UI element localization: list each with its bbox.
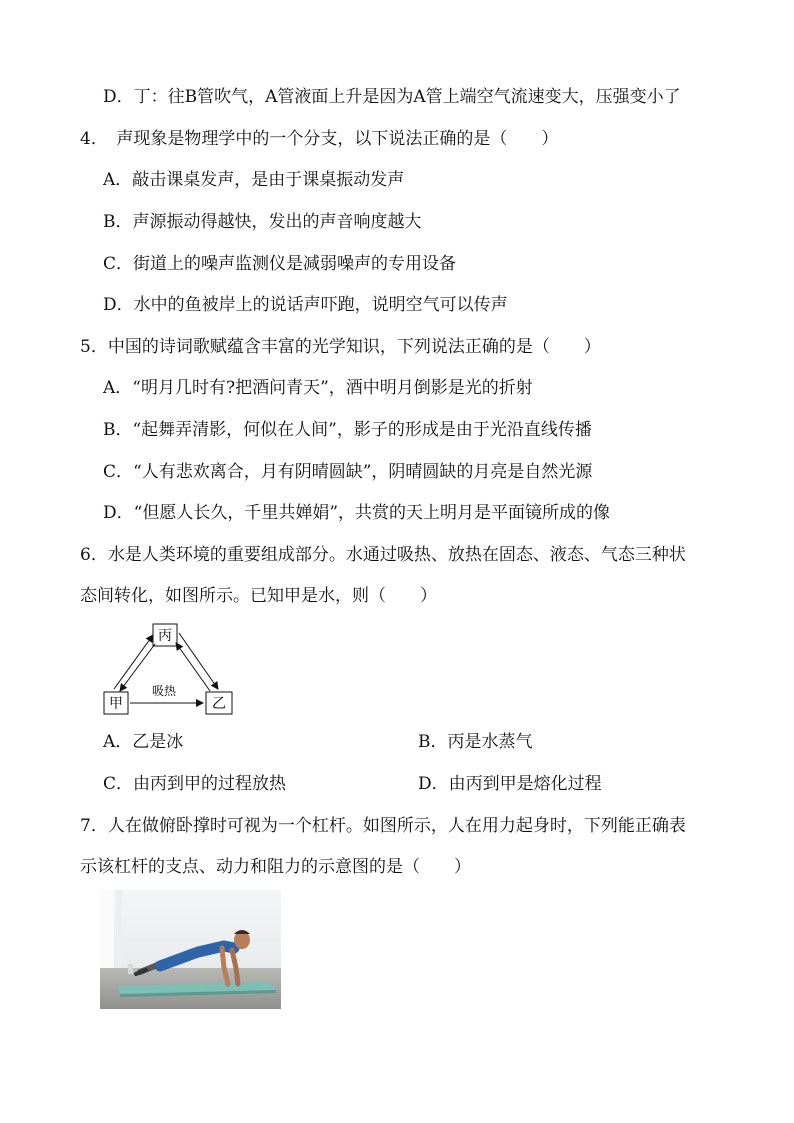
q5-option-c: C．“人有悲欢离合，月有阴晴圆缺”，阴晴圆缺的月亮是自然光源	[103, 462, 593, 482]
q6-option-c: C．由丙到甲的过程放热	[103, 774, 287, 794]
state-label-top: 丙	[158, 628, 172, 644]
q6-stem-line2: 态间转化，如图所示。已知甲是水，则（ ）	[80, 586, 437, 606]
q4-option-b: B．声源振动得越快，发出的声音响度越大	[103, 212, 422, 232]
q5-option-d: D．“但愿人长久，千里共婵娟”，共赏的天上明月是平面镜所成的像	[103, 503, 611, 523]
q6-stem-line1: 6．水是人类环境的重要组成部分。水通过吸热、放热在固态、液态、气态三种状	[80, 545, 686, 565]
q6-option-b: B．丙是水蒸气	[418, 732, 533, 752]
pushup-icon	[100, 890, 281, 1009]
arrow-left-to-top	[114, 635, 153, 689]
q7-stem-line1: 7．人在做俯卧撑时可视为一个杠杆。如图所示，人在用力起身时，下列能正确表	[80, 816, 686, 836]
q6-option-a: A．乙是冰	[103, 732, 184, 752]
arrow-label: 吸热	[151, 684, 177, 698]
person-doing-pushup-photo	[100, 890, 281, 1009]
arrow-top-to-right	[179, 633, 218, 689]
q6-option-d: D．由丙到甲是熔化过程	[418, 774, 602, 794]
q4-stem: 4． 声现象是物理学中的一个分支，以下说法正确的是（ ）	[80, 129, 559, 149]
arrow-right-to-top	[176, 643, 210, 691]
q3-option-d: D．丁：往B管吹气，A管液面上升是因为A管上端空气流速变大，压强变小了	[103, 87, 681, 107]
q4-option-c: C．街道上的噪声监测仪是减弱噪声的专用设备	[103, 254, 457, 274]
q4-option-d: D．水中的鱼被岸上的说话声吓跑，说明空气可以传声	[103, 295, 508, 315]
state-change-diagram	[100, 620, 240, 720]
state-label-right: 乙	[212, 696, 226, 712]
arrow-top-to-left	[120, 644, 155, 691]
q5-stem: 5．中国的诗词歌赋蕴含丰富的光学知识，下列说法正确的是（ ）	[80, 337, 601, 357]
q4-option-a: A．敲击课桌发声，是由于课桌振动发声	[103, 170, 405, 190]
q5-option-a: A．“明月几时有?把酒问青天”，酒中明月倒影是光的折射	[103, 378, 533, 398]
q7-stem-line2: 示该杠杆的支点、动力和阻力的示意图的是（ ）	[80, 857, 471, 877]
q5-option-b: B．“起舞弄清影，何似在人间”，影子的形成是由于光沿直线传播	[103, 420, 592, 440]
state-label-left: 甲	[109, 696, 123, 712]
